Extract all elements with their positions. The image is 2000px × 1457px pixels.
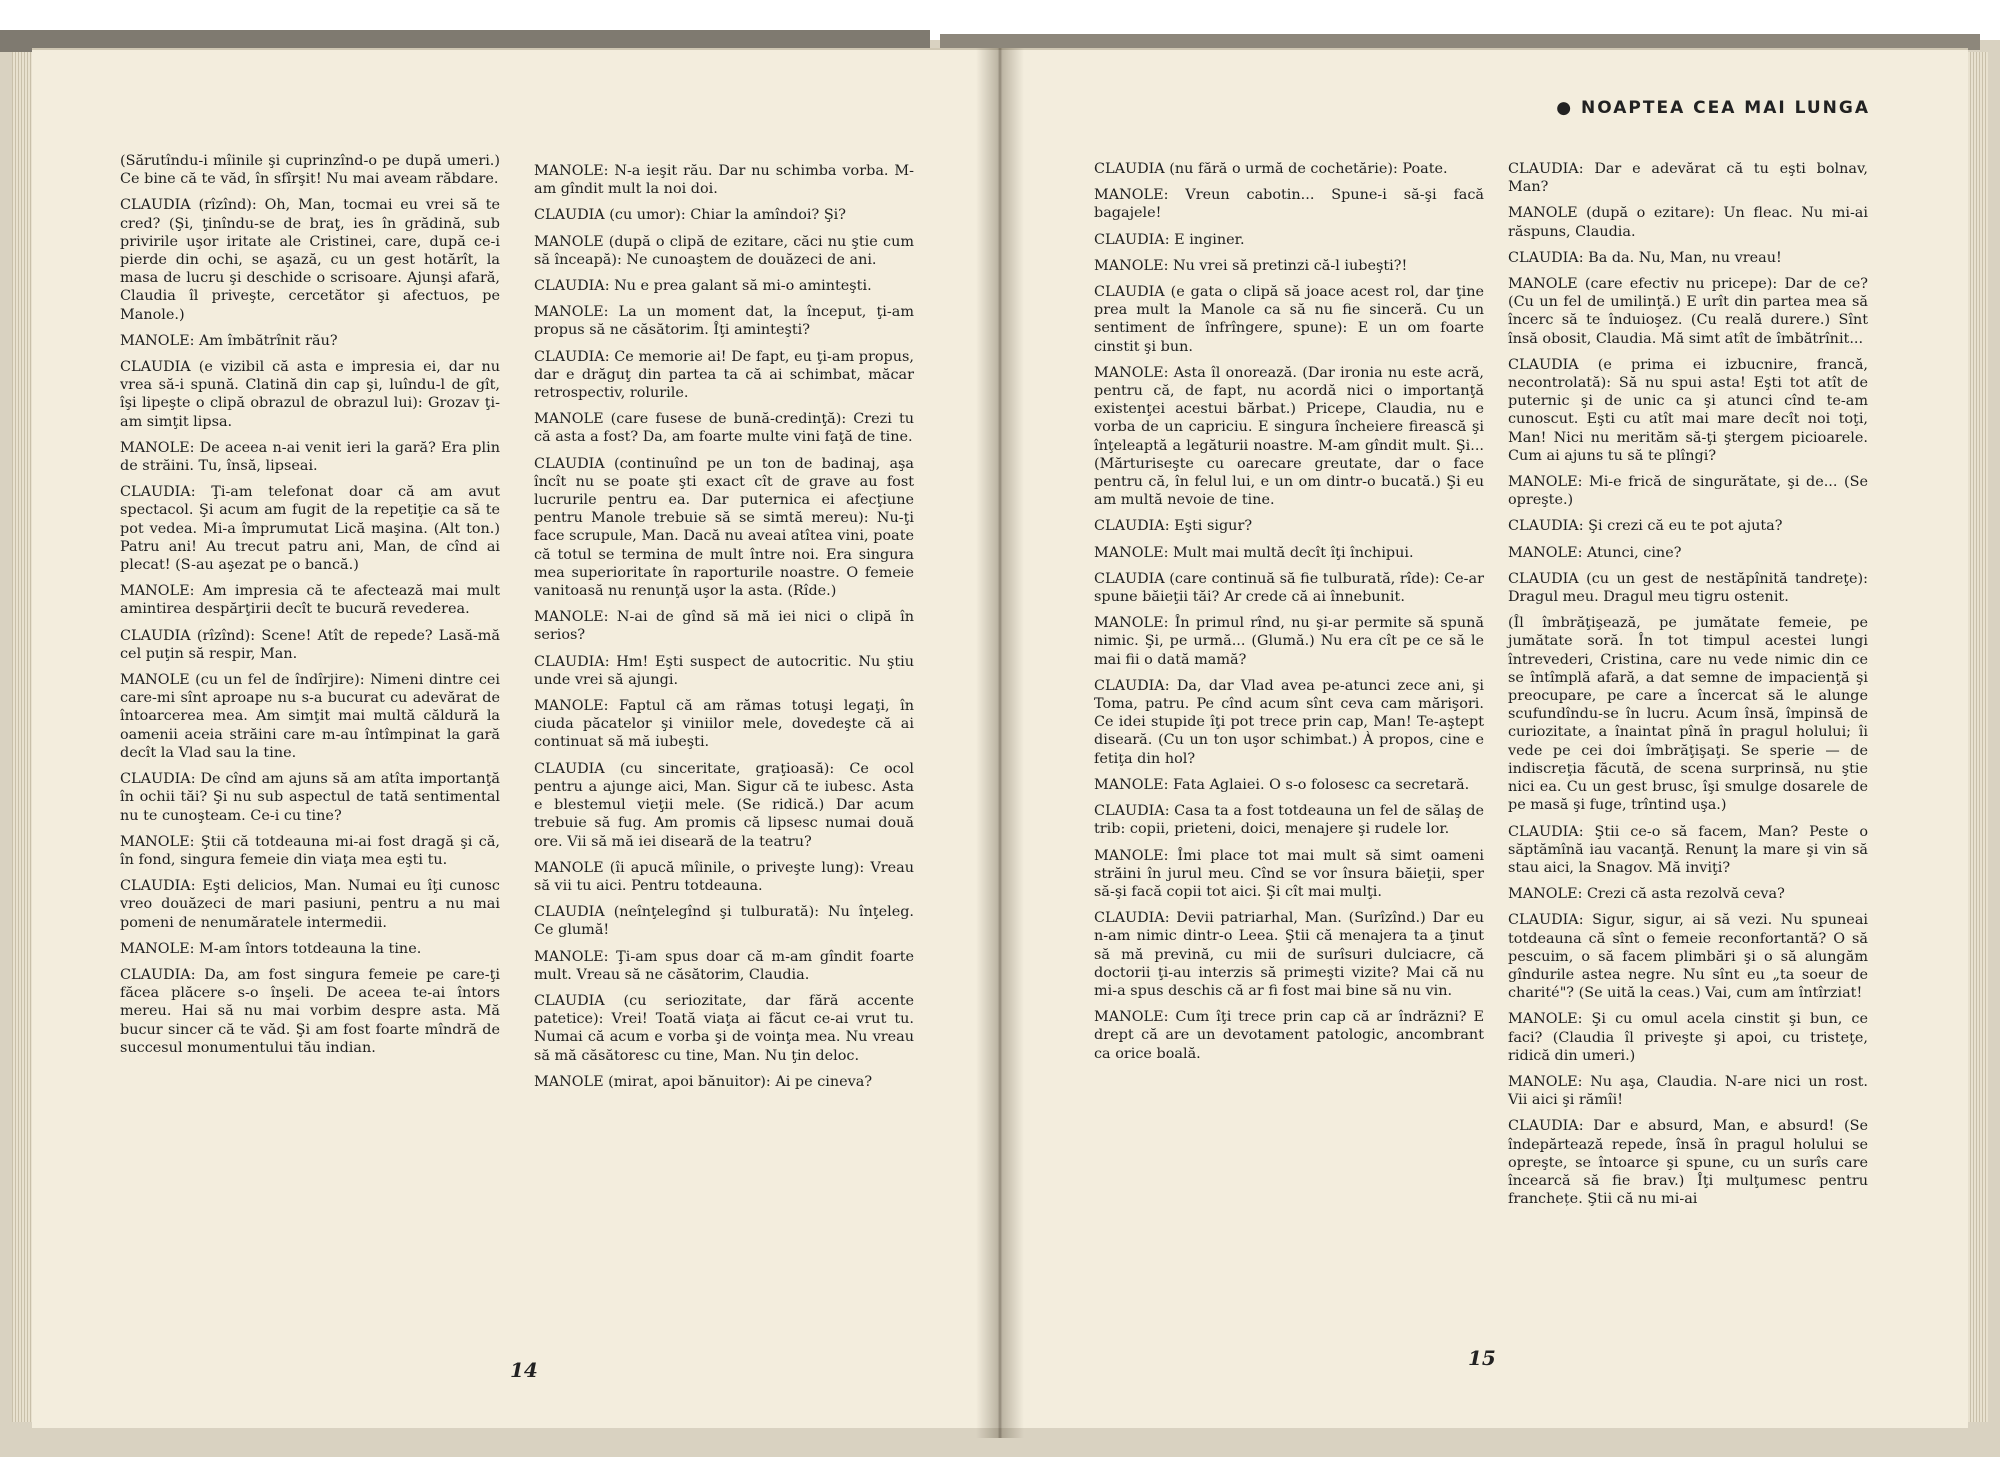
paragraph: MANOLE (după o ezitare): Un fleac. Nu mi-ai răspuns, Claudia. — [1508, 205, 1868, 240]
paragraph: MANOLE: M-am întors totdeauna la tine. — [120, 940, 422, 957]
paragraph: MANOLE (care efectiv nu pricepe): Dar de ce? (Cu un fel de umilinţă.) E urît din partea mea să încerc să te înduioşez. (Cu reală durere.) Sînt însă obosit, Claudia. Mă simt atît de îmbătrînit... — [1508, 276, 1868, 347]
paragraph: MANOLE: Îmi place tot mai mult să simt oameni străini în jurul meu. Cînd se vor însura băieţii, sper să-şi facă copii tot aici. Şi cît mai mulţi. — [1094, 847, 1484, 900]
page-number: 15 — [1468, 1346, 1496, 1370]
text-column-3 — [1094, 160, 1484, 1071]
paragraph: MANOLE (mirat, apoi bănuitor): Ai pe cineva? — [534, 1073, 873, 1090]
paragraph: CLAUDIA (e vizibil că asta e impresia ei, dar nu vrea să-i spună. Clatină din cap şi, luîndu-l de gît, îşi lipeşte o clipă obrazul de obrazul lui): Grozav ţi-am simţit lipsa. — [120, 359, 500, 430]
paragraph: (Îl îmbrăţişează, pe jumătate femeie, pe jumătate soră. În tot timpul acestei lungi întrevederi, Cristina, care nu vede nimic din ce se întîmplă afară, a dat semne de impacienţă şi preocupare, pe care a încercat să le alunge scufundîndu-se în lucru. Acum însă, împinsă de curiozitate, a înaintat pînă în pragul holului; îi vede pe cei doi îmbrăţişaţi. Se sperie — de indiscreţia făcută, de scena surprinsă, nu ştie nici ea. Cu un gest brusc, îşi smulge dosarele de pe masă şi fuge, trîntind uşa.) — [1508, 615, 1868, 814]
paragraph: MANOLE: Mult mai multă decît îţi închipui. — [1094, 544, 1414, 561]
paragraph: MANOLE: Ştii că totdeauna mi-ai fost dragă şi că, în fond, singura femeie din viaţa mea eşti tu. — [120, 833, 500, 868]
paragraph: CLAUDIA (rîzînd): Scene! Atît de repede? Lasă-mă cel puţin să respir, Man. — [120, 627, 500, 662]
paragraph: MANOLE: Atunci, cine? — [1508, 544, 1682, 561]
paragraph: CLAUDIA: Hm! Eşti suspect de autocritic. Nu ştiu unde vrei să ajungi. — [534, 653, 914, 688]
paragraph: MANOLE (după o clipă de ezitare, căci nu ştie cum să înceapă): Ne cunoaştem de douăzeci de ani. — [534, 233, 914, 268]
paragraph: CLAUDIA (neînţelegînd şi tulburată): Nu înţeleg. Ce glumă! — [534, 904, 914, 939]
page-stack-left — [12, 52, 32, 1422]
paragraph: MANOLE: Faptul că am rămas totuşi legaţi, în ciuda păcatelor şi viniilor mele, dovedeşte că ai continuat să mă iubeşti. — [534, 698, 914, 751]
left-page — [32, 48, 1000, 1428]
text-column-1 — [120, 152, 500, 1065]
text-column-2 — [534, 162, 914, 1099]
text-column-4 — [1508, 160, 1868, 1216]
paragraph: CLAUDIA: De cînd am ajuns să am atîta importanţă în ochii tăi? Şi nu sub aspectul de tată sentimental nu te cunoşteam. Ce-i cu tine? — [120, 771, 500, 824]
paragraph: MANOLE: N-ai de gînd să mă iei nici o clipă în serios? — [534, 609, 914, 644]
paragraph: CLAUDIA (nu fără o urmă de cochetărie): Poate. — [1094, 161, 1448, 177]
page-stack-right — [1968, 52, 1988, 1422]
paragraph: MANOLE: În primul rînd, nu şi-ar permite să spună nimic. Şi, pe urmă... (Glumă.) Nu era cît pe ce să le mai fii o dată mamă? — [1094, 615, 1484, 668]
paragraph: MANOLE: Şi cu omul acela cinstit şi bun, ce faci? (Claudia îl priveşte şi apoi, cu tristeţe, ridică din umeri.) — [1508, 1011, 1868, 1064]
paragraph: CLAUDIA: Eşti delicios, Man. Numai eu îţi cunosc vreo douăzeci de mari pasiuni, pentru a nu mai pomeni de nenumăratele intermedii. — [120, 878, 500, 931]
paragraph: CLAUDIA (cu seriozitate, dar fără accente patetice): Vrei! Toată viaţa ai făcut ce-ai vrut tu. Numai că acum e vorba şi de voinţa mea. Nu vreau să mă căsătoresc cu tine, Man. Nu ţin deloc. — [534, 992, 914, 1064]
paragraph: MANOLE: Vreun cabotin... Spune-i să-şi facă bagajele! — [1094, 187, 1484, 222]
paragraph: CLAUDIA (care continuă să fie tulburată, rîde): Ce-ar spune băieţii tăi? Ar crede că ai înnebunit. — [1094, 570, 1484, 606]
paragraph: CLAUDIA: Casa ta a fost totdeauna un fel de sălaş de trib: copii, prieteni, doici, menajere şi rudele lor. — [1094, 803, 1484, 838]
paragraph: CLAUDIA: Devii patriarhal, Man. (Surîzînd.) Dar eu n-am nimic dintr-o Leea. Ştii că menajera ta a ţinut să mă prevină, cu mii de surîsuri dulciacre, că doctorii ţi-au interzis să primeşti vizite? Mai că nu mi-a spus deschis că ar fi fost mai bine să nu vin. — [1094, 910, 1484, 999]
paragraph: CLAUDIA (e prima ei izbucnire, francă, necontrolată): Să nu spui asta! Eşti tot atît de puternic şi de unic ca şi atunci cînd te-am cunoscut. Eşti cu atît mai mare decît noi toţi, Man! Nici nu merităm să-ţi ştergem picioarele. Cum ai ajuns tu să te plîngi? — [1508, 356, 1868, 464]
paragraph: MANOLE: Nu aşa, Claudia. N-are nici un rost. Vii aici şi rămîi! — [1508, 1073, 1868, 1109]
paragraph: CLAUDIA: Şi crezi că eu te pot ajuta? — [1508, 518, 1783, 535]
paragraph: CLAUDIA: Eşti sigur? — [1094, 518, 1253, 535]
paragraph: CLAUDIA: Ce memorie ai! De fapt, eu ţi-am propus, dar e drăguţ din partea ta că ai schimbat, măcar retrospectiv, rolurile. — [534, 348, 914, 402]
paragraph: MANOLE: De aceea n-ai venit ieri la gară? Era plin de străini. Tu, însă, lipseai. — [120, 439, 500, 475]
book-spine — [976, 48, 1024, 1438]
paragraph: MANOLE: Mi-e frică de singurătate, şi de... (Se opreşte.) — [1508, 474, 1868, 509]
paragraph: MANOLE: Crezi că asta rezolvă ceva? — [1508, 886, 1785, 903]
running-header: ● NOAPTEA CEA MAI LUNGA — [1556, 98, 1870, 118]
paragraph: MANOLE: La un moment dat, la început, ţi-am propus să ne căsătorim. Îţi aminteşti? — [534, 304, 914, 339]
paragraph: CLAUDIA: Ţi-am telefonat doar că am avut spectacol. Şi acum am fugit de la repetiţie ca să te pot vedea. Mi-a împrumutat Lică maşina. (Alt ton.) Patru ani! Au trecut patru ani, Man, de cînd ai plecat! (S-au aşezat pe o bancă.) — [120, 484, 500, 574]
paragraph: CLAUDIA: Da, am fost singura femeie pe care-ţi făcea plăcere s-o înşeli. De aceea te-ai întors mereu. Hai să nu mai vorbim despre asta. Mă bucur sincer că te văd. Şi am fost foarte mîndră de succesul monumentului tău indian. — [120, 966, 500, 1056]
paragraph: CLAUDIA (rîzînd): Oh, Man, tocmai eu vrei să te cred? (Şi, ţinîndu-se de braţ, ies în grădină, sub privirile uşor iritate ale Cristinei, care, după ce-i pierde din ochi, se aşază, cu un gest hotărît, la masa de lucru şi deschide o scrisoare. Ajunşi afară, Claudia îl priveşte, cercetător şi afectuos, pe Manole.) — [120, 197, 500, 323]
paragraph: MANOLE (care fusese de bună-credinţă): Crezi tu că asta a fost? Da, am foarte multe vini faţă de tine. — [534, 411, 914, 446]
paragraph: CLAUDIA: Nu e prea galant să mi-o aminteşti. — [534, 278, 872, 295]
paragraph: CLAUDIA: Dar e absurd, Man, e absurd! (Se îndepărtează repede, însă în pragul holului se opreşte, se întoarce şi spune, cu un surîs care încearcă să fie brav.) Îţi mulţumesc pentru franchețe. Ştii că nu mi-ai — [1508, 1118, 1868, 1208]
paragraph: MANOLE (cu un fel de îndîrjire): Nimeni dintre cei care-mi sînt aproape nu s-a bucurat cu adevărat de întoarcerea mea. Am simţit mai multă căldură la oamenii aceia străini care m-au întîmpinat la gară decît la Vlad sau la tine. — [120, 672, 500, 761]
paragraph: MANOLE: N-a ieşit rău. Dar nu schimba vorba. M-am gîndit mult la noi doi. — [534, 163, 914, 198]
paragraph: (Sărutîndu-i mîinile şi cuprinzînd-o pe după umeri.) Ce bine că te văd, în sfîrşit! Nu mai aveam răbdare. — [120, 153, 500, 188]
paragraph: MANOLE (îi apucă mîinile, o priveşte lung): Vreau să vii tu aici. Pentru totdeauna. — [534, 859, 914, 894]
paragraph: MANOLE: Fata Aglaiei. O s-o folosesc ca secretară. — [1094, 776, 1470, 793]
paragraph: CLAUDIA: Ştii ce-o să facem, Man? Peste o săptămînă iau vacanţă. Renunţ la mare şi vin să stau aici, la Snagov. Mă inviţi? — [1508, 823, 1868, 876]
paragraph: MANOLE: Am impresia că te afectează mai mult amintirea despărţirii decît te bucură revederea. — [120, 583, 500, 618]
paragraph: MANOLE: Nu vrei să pretinzi că-l iubeşti?! — [1094, 257, 1408, 274]
paragraph: CLAUDIA (cu sinceritate, graţioasă): Ce ocol pentru a ajunge aici, Man. Sigur că te iubesc. Asta e blestemul vieţii mele. (Se ridică.) Dar acum trebuie să fug. Am promis că lipsesc numai două ore. Vii să mă iei diseară de la teatru? — [534, 760, 914, 850]
paragraph: MANOLE: Ţi-am spus doar că m-am gîndit foarte mult. Vreau să ne căsătorim, Claudia. — [534, 948, 914, 983]
paragraph: CLAUDIA (cu umor): Chiar la amîndoi? Şi? — [534, 207, 846, 224]
paragraph: CLAUDIA (continuînd pe un ton de badinaj, aşa încît nu se poate şti exact cît de grave au fost lucrurile pentru ea. Dar puternica ei afecţiune pentru Manole trebuie să se simtă mereu): Nu-ţi face scrupule, Man. Dacă nu aveai atîtea vini, poate că totul se termina de mult între noi. Era singura mea superioritate în raporturile noastre. O femeie vanitoasă nu renunţă uşor la asta. (Rîde.) — [534, 455, 914, 600]
paragraph: CLAUDIA (e gata o clipă să joace acest rol, dar ţine prea mult la Manole ca să nu fie sinceră. Cu un sentiment de înfrîngere, spune): E un om foarte cinstit şi bun. — [1094, 284, 1484, 355]
page-number: 14 — [510, 1358, 538, 1382]
right-page — [1000, 48, 1968, 1428]
paragraph: CLAUDIA: Dar e adevărat că tu eşti bolnav, Man? — [1508, 161, 1868, 196]
paragraph: CLAUDIA: E inginer. — [1094, 231, 1245, 248]
paragraph: MANOLE: Am îmbătrînit rău? — [120, 332, 338, 349]
paragraph: CLAUDIA (cu un gest de nestăpînită tandreţe): Dragul meu. Dragul meu tigru ostenit. — [1508, 570, 1868, 606]
paragraph: CLAUDIA: Da, dar Vlad avea pe-atunci zece ani, şi Toma, patru. Pe cînd acum sînt ceva cam mărişori. Ce idei stupide îţi pot trece prin cap, Man! Te-aştept diseară. (Cu un ton uşor schimbat.) À propos, cine e fetiţa din hol? — [1094, 677, 1484, 767]
paragraph: CLAUDIA: Ba da. Nu, Man, nu vreau! — [1508, 249, 1782, 266]
paragraph: MANOLE: Asta îl onorează. (Dar ironia nu este acră, pentru că, de fapt, nu acordă nici o importanţă existenţei acestui bărbat.) Pricepe, Claudia, nu e vorba de un capriciu. E singura încheiere firească şi înţeleaptă a legăturii noastre. M-am gîndit mult. Şi... (Mărturiseşte cu oarecare greutate, dar o face pentru că, în felul lui, e un om dintr-o bucată.) Şi eu am multă nevoie de tine. — [1094, 364, 1484, 509]
paragraph: MANOLE: Cum îţi trece prin cap că ar îndrăzni? E drept că are un devotament patologic, ancombrant ca orice boală. — [1094, 1009, 1484, 1062]
paragraph: CLAUDIA: Sigur, sigur, ai să vezi. Nu spuneai totdeauna că sînt o femeie reconfortantă? O să pescuim, o să facem plimbări şi o să alungăm gîndurile astea negre. Nu sînt eu „ta soeur de charité"? (Se uită la ceas.) Vai, cum am întîrziat! — [1508, 912, 1868, 1002]
